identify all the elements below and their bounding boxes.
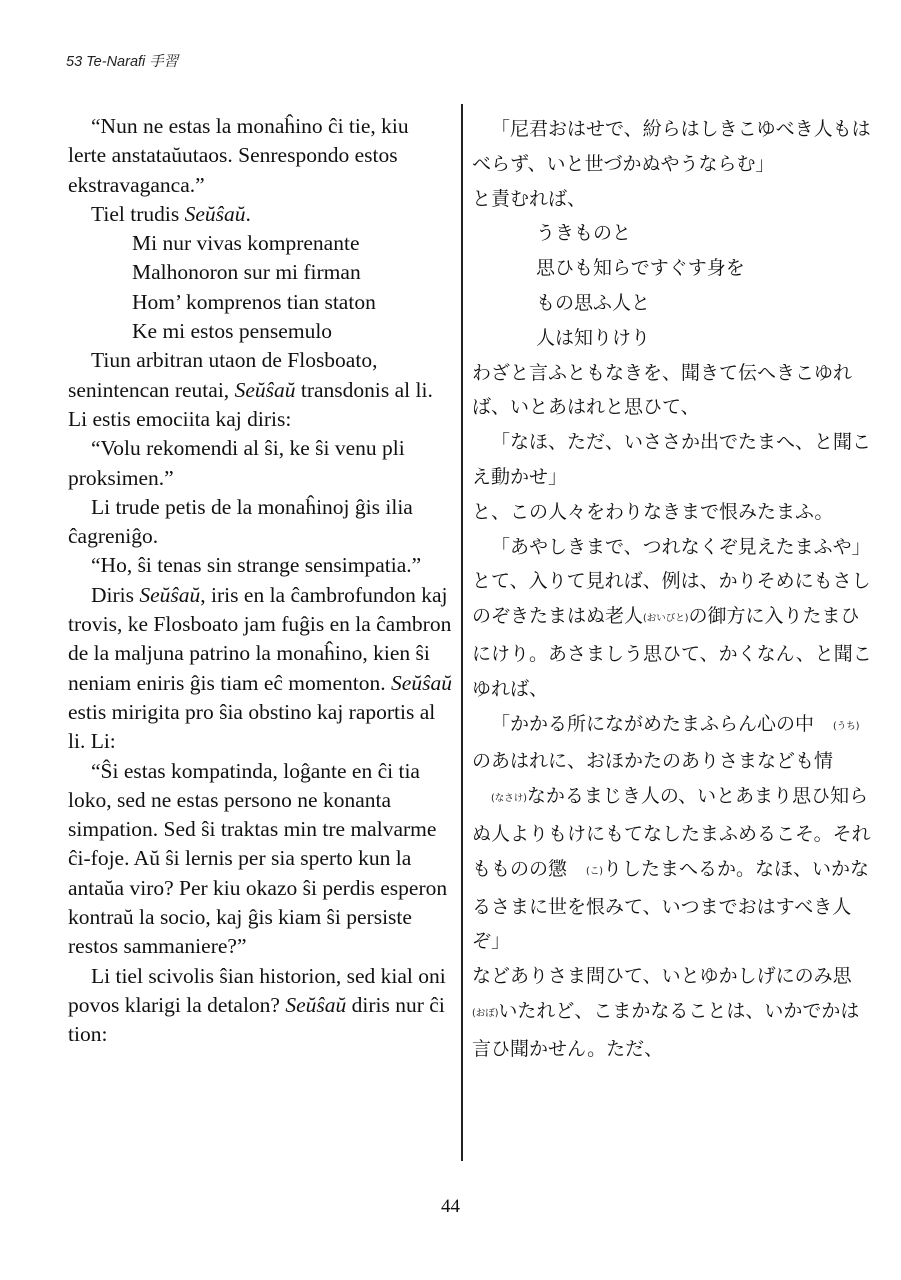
verse-line: Hom’ komprenos tian staton	[132, 289, 376, 314]
ruby-reading: (こ)	[586, 865, 603, 877]
character-name: Seŭŝaŭ	[139, 582, 201, 607]
verse-line: もの思ふ人と	[536, 291, 651, 314]
page-number: 44	[441, 1196, 460, 1217]
ruby-reading: (おぼ)	[472, 1007, 499, 1019]
paragraph: 「かかる所にながめたまふらん心の中 (うち)のあはれに、おほかたのありさまなども情(なさけ)なかるまじき人の、いとあまり思ひ知らぬ人よりもけにもてなしたまふめるこそ。それもものの懲 (こ)りしたまへるか。なほ、いかなるさまに世を恨みて、いつまでおはすべき人ぞ」	[472, 707, 872, 960]
paragraph: Li trude petis de la monaĥinoj ĝis ilia ĉagreniĝo.	[68, 494, 413, 549]
paragraph: と責むれば、	[472, 187, 587, 210]
verse-line: 人は知りけり	[536, 326, 651, 349]
paragraph: Li tiel scivolis ŝian historion, sed kial oni povos klarigi la detalon? Seŭŝaŭ diris nur ĉi tion:	[68, 963, 446, 1047]
verse-line: Mi nur vivas komprenante	[132, 231, 360, 256]
esperanto-column	[68, 112, 452, 1050]
character-name: Seŭŝaŭ	[184, 201, 246, 226]
paragraph: “Ŝi estas kompatinda, loĝante en ĉi tia loko, sed ne estas persono ne konanta simpation. Sed ŝi traktas min tre malvarme ĉi-foje. Aŭ ŝi lernis per sia sperto kun la antaŭa viro? Per kiu okazo ŝi perdis esperon kontraŭ la socio, kaj ĝis kiam ŝi persiste restos sammaniere?”	[68, 758, 448, 959]
verse-line: Ke mi estos pensemulo	[132, 319, 333, 344]
ruby-reading: (なさけ)	[491, 793, 527, 805]
verse-line: Malhonoron sur mi firman	[132, 260, 361, 285]
paragraph: “Ho, ŝi tenas sin strange sensimpatia.”	[91, 553, 422, 578]
paragraph: “Volu rekomendi al ŝi, ke ŝi venu pli proksimen.”	[68, 436, 405, 490]
paragraph: 「あやしきまで、つれなくぞ見えたまふや」	[491, 535, 871, 558]
verse-line: うきものと	[536, 222, 632, 245]
character-name: Seŭŝaŭ	[391, 670, 452, 695]
paragraph: と、この人々をわりなきまで恨みたまふ。	[472, 500, 834, 523]
character-name: Seŭŝaŭ	[234, 377, 296, 402]
ruby-reading: (うち)	[833, 720, 860, 732]
character-name: Seŭŝaŭ	[285, 992, 347, 1017]
paragraph: とて、入りて見れば、例は、かりそめにもさしのぞきたまはぬ老人(おいびと)の御方に入りたまひにけり。あさましう思ひて、かくなん、と聞こゆれば、	[472, 570, 872, 700]
column-divider	[461, 104, 463, 1161]
paragraph: わざと言ふともなきを、聞きて伝へきこゆれば、いとあはれと思ひて、	[472, 361, 853, 419]
paragraph: Diris Seŭŝaŭ, iris en la ĉambrofundon kaj trovis, ke Flosboato jam fuĝis en la ĉambron de la maljuna patrino la monaĥino, kien ŝi neniam eniris ĝis tiam eĉ momenton. Seŭŝaŭ estis mirigita pro ŝia obstino kaj raportis al li. Li:	[68, 582, 452, 754]
verse-line: 思ひも知らですぐす身を	[536, 257, 745, 280]
paragraph: 「なほ、ただ、いささか出でたまへ、と聞こえ動かせ」	[472, 431, 872, 488]
ruby-reading: (おいびと)	[643, 613, 689, 625]
running-header: 53 Te-Narafi 手習	[66, 54, 179, 70]
paragraph: Tiel trudis Seŭŝaŭ.	[91, 201, 251, 226]
paragraph: Tiun arbitran utaon de Flosboato, senintencan reutai, Seŭŝaŭ transdonis al li. Li estis emociita kaj diris:	[68, 348, 433, 431]
japanese-column	[472, 112, 872, 1067]
paragraph: などありさま問ひて、いとゆかしげにのみ思(おぼ)いたれど、こまかなることは、いかでかは言ひ聞かせん。ただ、	[472, 965, 860, 1060]
paragraph: 「尼君おはせで、紛らはしきこゆべき人もはべらず、いと世づかぬやうならむ」	[472, 118, 871, 175]
paragraph: “Nun ne estas la monaĥino ĉi tie, kiu lerte anstataŭutaos. Senrespondo estos ekstravaganca.”	[68, 114, 409, 197]
